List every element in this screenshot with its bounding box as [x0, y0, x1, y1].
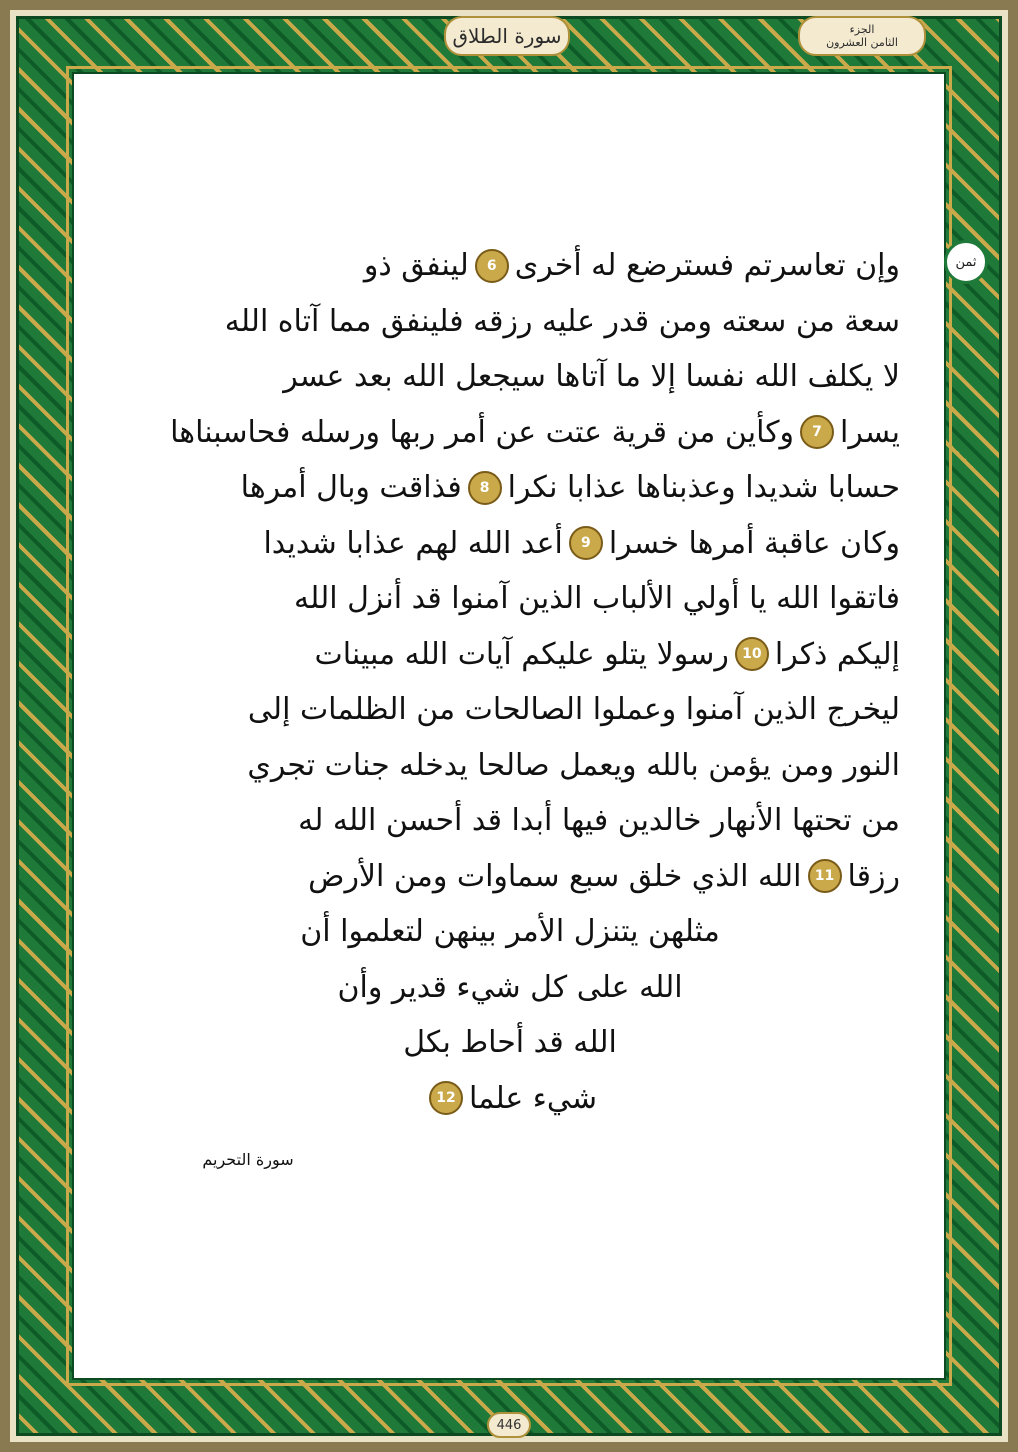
verse-number-badge: 10 — [735, 637, 769, 671]
juz-name: الثامن العشرون — [826, 36, 898, 49]
verse-text: الله على كل شيء قدير وأن — [337, 969, 683, 1005]
verse-text: يسرا — [840, 414, 900, 450]
verse-line — [120, 849, 900, 905]
verse-text: لا يكلف الله نفسا إلا ما آتاها سيجعل الله بعد عسر — [283, 359, 900, 395]
surah-name-header: سورة الطلاق — [444, 16, 570, 56]
verse-line — [120, 349, 900, 405]
verse-text: حسابا شديدا وعذبناها عذابا نكرا — [507, 470, 900, 506]
verse-text: لينفق ذو — [363, 248, 469, 284]
verse-text: وكأين من قرية عتت عن أمر ربها ورسله فحاسبناها — [170, 414, 794, 450]
verse-line — [120, 405, 900, 461]
verse-text: النور ومن يؤمن بالله ويعمل صالحا يدخله جنات تجري — [247, 747, 900, 783]
verse-line — [120, 516, 900, 572]
verse-line — [120, 571, 900, 627]
verse-line — [120, 960, 900, 1016]
verse-number-badge: 6 — [475, 249, 509, 283]
verse-line — [120, 627, 900, 683]
verse-line — [120, 682, 900, 738]
verse-number-badge: 9 — [569, 526, 603, 560]
next-surah-label: سورة التحريم — [202, 1150, 294, 1169]
verse-text: شيء علما — [468, 1080, 598, 1116]
verse-line — [120, 1071, 900, 1127]
verse-text: إليكم ذكرا — [774, 636, 900, 672]
verse-number-badge: 7 — [800, 415, 834, 449]
verse-line — [120, 738, 900, 794]
verse-number-badge: 12 — [429, 1081, 463, 1115]
verse-text: من تحتها الأنهار خالدين فيها أبدا قد أحسن الله له — [298, 803, 900, 839]
verse-text: سعة من سعته ومن قدر عليه رزقه فلينفق مما آتاه الله — [224, 303, 900, 339]
verse-line — [120, 793, 900, 849]
verse-text: رزقا — [847, 858, 900, 894]
juz-header — [798, 16, 926, 56]
verse-line — [120, 904, 900, 960]
page-number: 446 — [487, 1412, 531, 1438]
verse-line — [120, 1015, 900, 1071]
verse-number-badge: 11 — [808, 859, 842, 893]
verse-text: أعد الله لهم عذابا شديدا — [263, 525, 563, 561]
verse-line — [120, 294, 900, 350]
verse-text: الله قد أحاط بكل — [403, 1025, 617, 1061]
verse-text: فذاقت وبال أمرها — [240, 470, 462, 506]
verse-line — [120, 460, 900, 516]
verse-text: فاتقوا الله يا أولي الألباب الذين آمنوا قد أنزل الله — [294, 581, 900, 617]
verse-text: وإن تعاسرتم فسترضع له أخرى — [514, 248, 900, 284]
verse-text: ليخرج الذين آمنوا وعملوا الصالحات من الظلمات إلى — [247, 692, 900, 728]
verse-text: الله الذي خلق سبع سماوات ومن الأرض — [308, 858, 802, 894]
juz-label: الجزء — [849, 23, 875, 36]
verse-text: رسولا يتلو عليكم آيات الله مبينات — [314, 636, 729, 672]
verse-number-badge: 8 — [468, 471, 502, 505]
verses-block — [120, 238, 900, 1126]
verse-text: مثلهن يتنزل الأمر بينهن لتعلموا أن — [300, 914, 720, 950]
verse-text: وكان عاقبة أمرها خسرا — [608, 525, 900, 561]
hizb-marker-icon: ثمن — [944, 240, 988, 284]
verse-line — [120, 238, 900, 294]
